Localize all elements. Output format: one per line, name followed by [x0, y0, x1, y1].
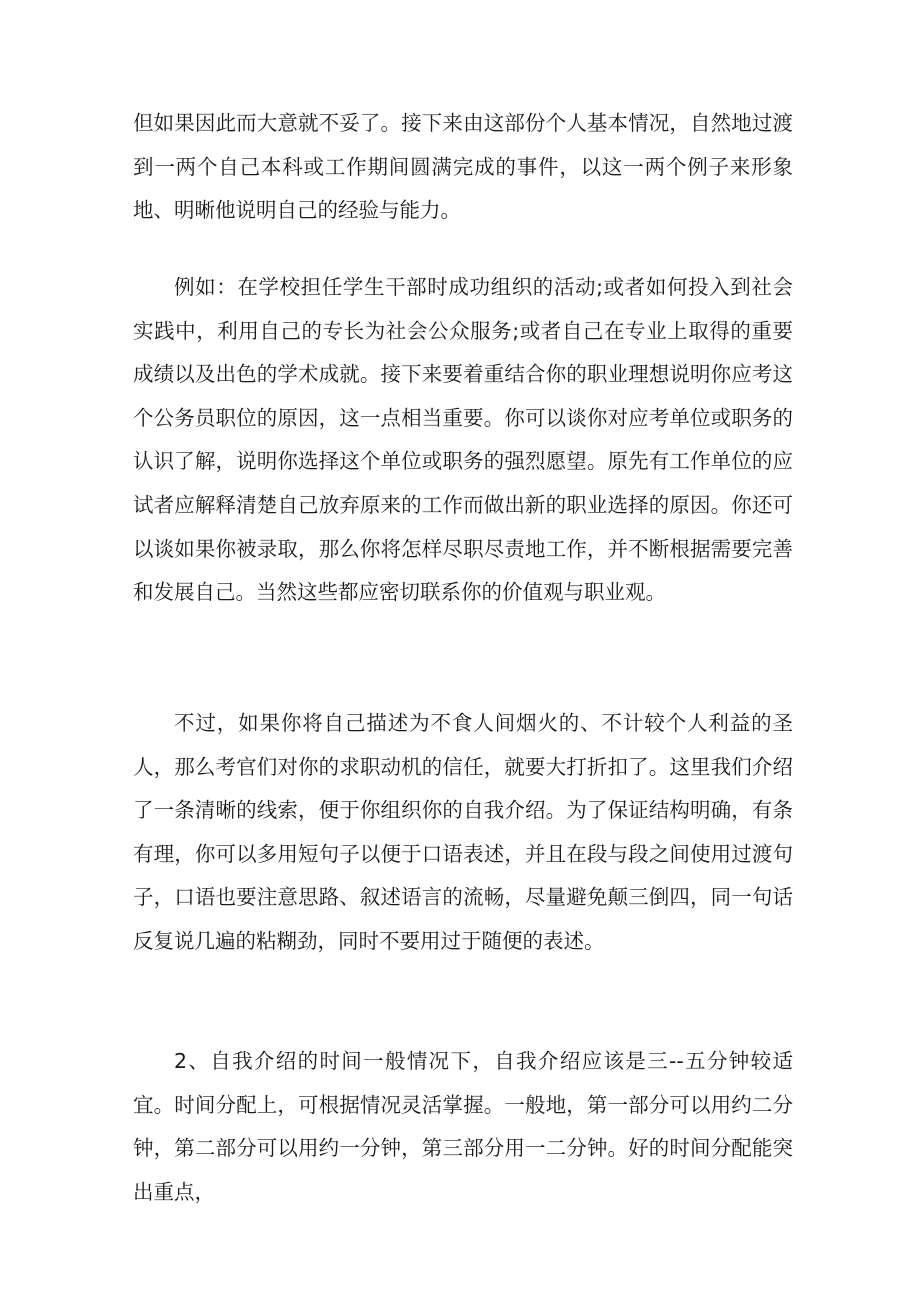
paragraph-1: 但如果因此而大意就不妥了。接下来由这部份个人基本情况，自然地过渡到一两个自己本科或工作期间圆满完成的事件，以这一两个例子来形象地、明晰他说明自己的经验与能力。	[133, 111, 793, 223]
paragraph-4: 2、自我介绍的时间一般情况下，自我介绍应该是三--五分钟较适宜。时间分配上，可根据情况灵活掌握。一般地，第一部分可以用约二分钟，第二部分可以用约一分钟，第三部分用一二分钟。好的时间分配能突出重点，	[133, 1049, 793, 1204]
paragraph-2: 例如：在学校担任学生干部时成功组织的活动;或者如何投入到社会实践中，利用自己的专长为社会公众服务;或者自己在专业上取得的重要成绩以及出色的学术成就。接下来要着重结合你的职业理想说明你应考这个公务员职位的原因，这一点相当重要。你可以谈你对应考单位或职务的认识了解，说明你选择这个单位或职务的强烈愿望。原先有工作单位的应试者应解释清楚自己放弃原来的工作而做出新的职业选择的原因。你还可以谈如果你被录取，那么你将怎样尽职尽责地工作，并不断根据需要完善和发展自己。当然这些都应密切联系你的价值观与职业观。	[133, 275, 793, 605]
paragraph-3: 不过，如果你将自己描述为不食人间烟火的、不计较个人利益的圣人，那么考官们对你的求职动机的信任，就要大打折扣了。这里我们介绍了一条清晰的线索，便于你组织你的自我介绍。为了保证结构明确，有条有理，你可以多用短句子以便于口语表述，并且在段与段之间使用过渡句子，口语也要注意思路、叙述语言的流畅，尽量避免颠三倒四，同一句话反复说几遍的粘糊劲，同时不要用过于随便的表述。	[133, 711, 793, 953]
